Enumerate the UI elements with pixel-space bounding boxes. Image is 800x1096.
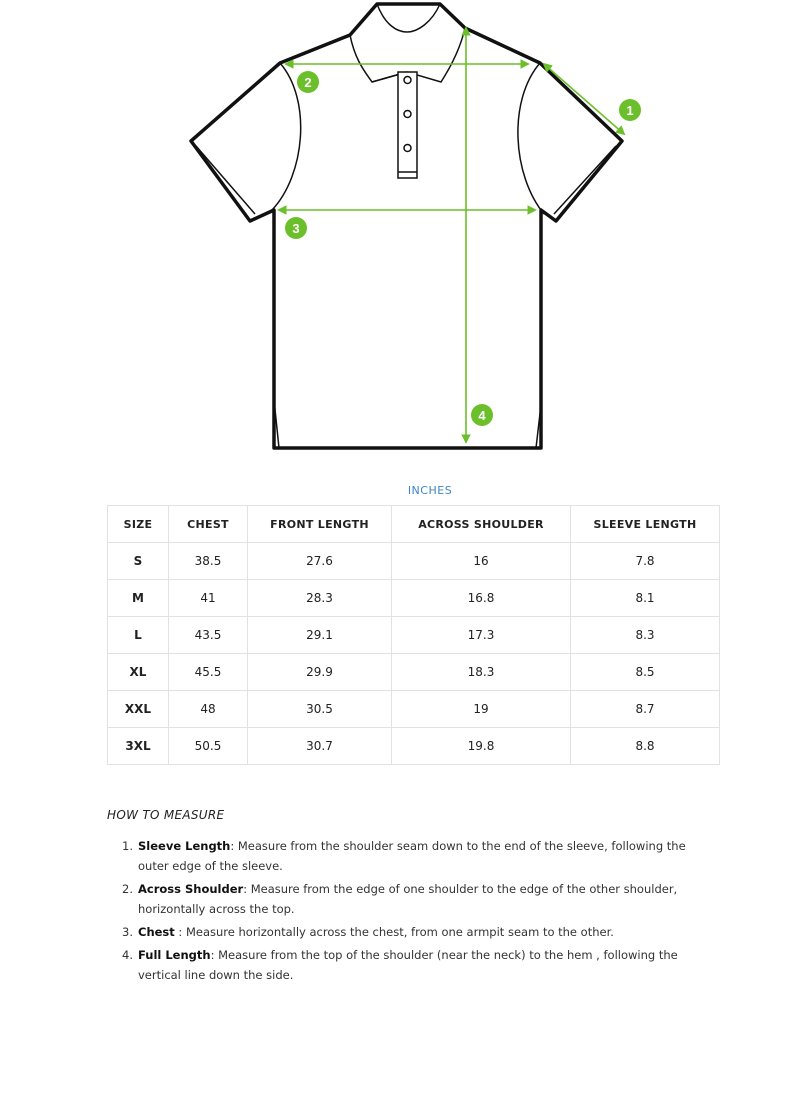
cell-chest: 48 [169, 691, 248, 728]
how-to-measure-title: HOW TO MEASURE [107, 808, 225, 822]
list-item: 1. Sleeve Length: Measure from the shoulder seam down to the end of the sleeve, following the outer edge of the sleeve. [122, 839, 686, 873]
marker-3-label: 3 [292, 221, 300, 236]
cell-across-shoulder: 19.8 [392, 728, 571, 765]
cell-across-shoulder: 16.8 [392, 580, 571, 617]
cell-across-shoulder: 17.3 [392, 617, 571, 654]
cell-front-length: 29.1 [248, 617, 392, 654]
cell-front-length: 30.5 [248, 691, 392, 728]
marker-4 [471, 404, 493, 426]
header-size: SIZE [108, 506, 169, 543]
cell-across-shoulder: 19 [392, 691, 571, 728]
table-row [108, 654, 720, 691]
cell-chest: 41 [169, 580, 248, 617]
list-item: 4. Full Length: Measure from the top of the shoulder (near the neck) to the hem , following the vertical line down the side. [122, 948, 678, 982]
cell-chest: 50.5 [169, 728, 248, 765]
cell-size: S [108, 543, 169, 580]
how-to-measure-list [122, 836, 708, 988]
shirt-outline [191, 4, 622, 448]
cell-sleeve-length: 7.8 [571, 543, 720, 580]
cell-size: L [108, 617, 169, 654]
header-sleeve-length: SLEEVE LENGTH [571, 506, 720, 543]
header-chest: CHEST [169, 506, 248, 543]
cell-sleeve-length: 8.5 [571, 654, 720, 691]
cell-across-shoulder: 18.3 [392, 654, 571, 691]
table-row [108, 617, 720, 654]
cell-size: 3XL [108, 728, 169, 765]
table-header-row [108, 506, 720, 543]
cell-chest: 43.5 [169, 617, 248, 654]
unit-label: INCHES [407, 484, 453, 497]
cell-size: XXL [108, 691, 169, 728]
header-across-shoulder: ACROSS SHOULDER [392, 506, 571, 543]
table-row [108, 728, 720, 765]
marker-2 [297, 71, 319, 93]
cell-front-length: 28.3 [248, 580, 392, 617]
cell-sleeve-length: 8.1 [571, 580, 720, 617]
table-row [108, 543, 720, 580]
cell-front-length: 27.6 [248, 543, 392, 580]
cell-size: XL [108, 654, 169, 691]
table-row [108, 580, 720, 617]
cell-front-length: 30.7 [248, 728, 392, 765]
cell-sleeve-length: 8.3 [571, 617, 720, 654]
cell-across-shoulder: 16 [392, 543, 571, 580]
cell-chest: 45.5 [169, 654, 248, 691]
list-item: 3. Chest : Measure horizontally across the chest, from one armpit seam to the other. [122, 925, 614, 939]
table-row [108, 691, 720, 728]
cell-chest: 38.5 [169, 543, 248, 580]
cell-front-length: 29.9 [248, 654, 392, 691]
cell-sleeve-length: 8.7 [571, 691, 720, 728]
header-front-length: FRONT LENGTH [248, 506, 392, 543]
cell-sleeve-length: 8.8 [571, 728, 720, 765]
size-chart-table [107, 505, 720, 765]
marker-1-label: 1 [626, 103, 634, 118]
marker-1 [619, 99, 641, 121]
cell-size: M [108, 580, 169, 617]
polo-shirt-diagram [0, 0, 800, 470]
marker-4-label: 4 [478, 408, 486, 423]
marker-2-label: 2 [304, 75, 312, 90]
list-item: 2. Across Shoulder: Measure from the edge of one shoulder to the edge of the other shoulder, horizontally across the top. [122, 882, 678, 916]
marker-3 [285, 217, 307, 239]
